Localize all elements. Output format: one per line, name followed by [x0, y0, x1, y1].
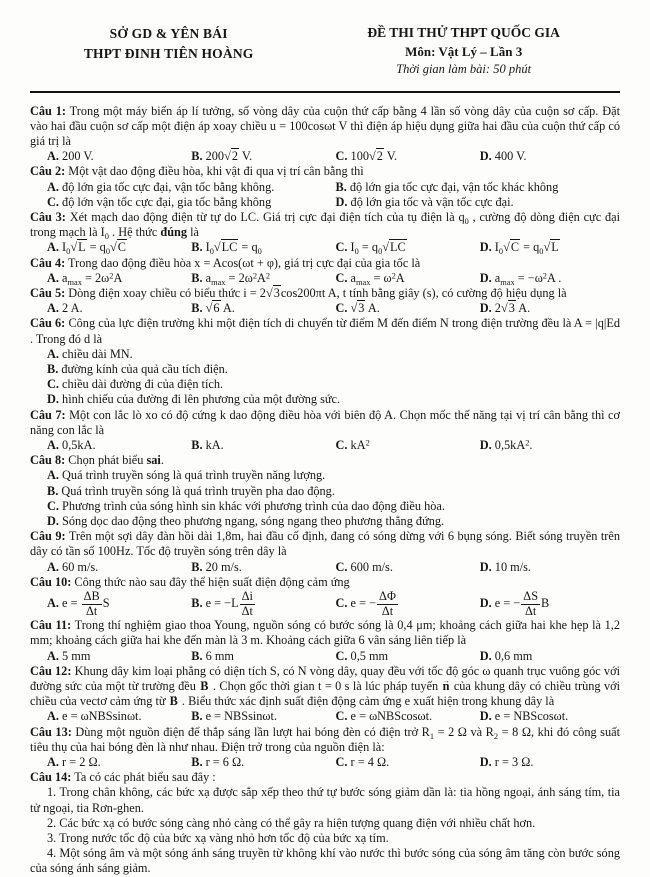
question-text: [30, 104, 620, 150]
question-text: [30, 286, 620, 301]
question-text: [30, 575, 620, 590]
answer-options: [30, 271, 620, 286]
statement: 2. Các bức xạ có bước sóng càng nhỏ càng có thể gây ra hiện tượng quang điện với nhiều chất hơn.: [47, 815, 536, 830]
answer-option: C. r = 4 Ω.: [335, 754, 390, 769]
question-body: Trên một sợi dây đàn hồi dài 1,8m, hai đầu cố định, đang có sóng dừng với 6 bụng sóng. Biết sóng truyền trên dây có tần số 100Hz. Tốc độ truyền sóng trên dây là: [30, 529, 621, 559]
question-text: [30, 664, 620, 710]
question-text: [30, 256, 620, 271]
question-body: Công của lực điện trường khi một điện tích di chuyển từ điểm M đến điểm N trong điện trường đều là A = |q|Ed . Trong đó d là: [30, 316, 621, 346]
answer-option: D. $I_0√C = q_0√L$: [479, 240, 559, 257]
question-block: [30, 210, 620, 256]
question-block: [30, 104, 620, 165]
question-body: Khung dây kim loại phẳng có diện tích S, có N vòng dây, quay đều với tốc độ góc ω quanh trục vuông góc với đường sức của một từ trường đều B → . Chọn gốc thời gian t = 0 s là lúc pháp tuyến n → của khung dây có chiều trùng với chiều của vectơ cảm ứng từ B → . Biểu thức xác định suất điện động cảm ứng e xuất hiện trong khung dây là: [30, 664, 620, 708]
answer-options: [30, 649, 620, 664]
answer-option: B. 20 m/s.: [191, 559, 242, 574]
question-text: [30, 618, 620, 648]
question-block: [30, 286, 620, 316]
answer-option: A. 5 mm: [47, 648, 91, 663]
question-block: [30, 453, 620, 529]
answer-option: B. $a_{max} = 2\omega^2A^2$: [191, 270, 271, 287]
answer-option: B. 6 mm: [191, 648, 234, 663]
question-text: [30, 529, 620, 559]
answer-options: [30, 755, 620, 770]
answer-option: C. 600 m/s.: [335, 559, 393, 574]
school-name: THPT ĐINH TIÊN HOÀNG: [83, 45, 254, 61]
question-body: Công thức nào sau đây thể hiện suất điện động cảm ứng: [74, 574, 350, 589]
answer-option: C. độ lớn vận tốc cực đại, gia tốc bằng không: [47, 194, 272, 209]
question-block: [30, 725, 620, 771]
answer-option: A. $I_0√L = q_0√C$: [47, 240, 126, 257]
answer-option: D. e = − $\frac{\Delta S}{\Delta t}$ B: [479, 589, 550, 618]
question-text: [30, 770, 620, 785]
answer-options: [30, 438, 620, 453]
question-body: Trong thí nghiệm giao thoa Young, nguồn sóng có bước sóng là 0,4 μm; khoảng cách giữa hai khe hẹp là 1,2 mm; khoảng cách giữa hai khe đến màn là 3 m. Khoảng cách giữa 6 vân sáng liên tiếp là: [30, 618, 621, 648]
question-text: [30, 453, 620, 468]
page-header: [30, 24, 620, 79]
question-block: [30, 408, 620, 454]
question-block: [30, 316, 620, 407]
question-number: Câu 14:: [30, 770, 72, 785]
answer-option: C. √3 A.: [335, 301, 380, 316]
answer-option: D. $0,5kA^2$.: [479, 438, 533, 453]
question-text: [30, 316, 620, 346]
answer-options: [30, 560, 620, 575]
questions: [30, 104, 620, 877]
question-number: Câu 6:: [30, 316, 66, 331]
question-text: [30, 408, 620, 438]
question-number: Câu 10:: [30, 574, 72, 589]
school-block: [30, 24, 307, 63]
exam-duration: Thời gian làm bài: 50 phút: [396, 62, 532, 77]
question-number: Câu 11:: [30, 618, 72, 633]
question-block: [30, 256, 620, 286]
question-body: Dòng điện xoay chiều có biểu thức i = 2√3cos200πt A, t tính bằng giây (s), có cường độ hiệu dụng là: [68, 286, 567, 301]
question-number: Câu 13:: [30, 724, 72, 739]
question-number: Câu 1:: [30, 103, 66, 118]
answer-options: [30, 590, 620, 618]
answer-option: A. 60 m/s.: [47, 559, 99, 574]
answer-option: A. độ lớn gia tốc cực đại, vận tốc bằng không.: [47, 179, 275, 194]
answer-option: C. 0,5 mm: [335, 648, 389, 663]
answer-option: B. Quá trình truyền sóng là quá trình truyền pha dao động.: [47, 483, 335, 498]
question-number: Câu 5:: [30, 286, 66, 301]
answer-option: D. 2√3 A.: [479, 301, 531, 316]
school-department: SỞ GD & YÊN BÁI: [109, 26, 228, 41]
answer-option: B. độ lớn gia tốc cực đại, vận tốc khác không: [335, 179, 559, 194]
question-body: Dùng một nguồn điện để thắp sáng lần lượt hai bóng đèn có điện trở $R_1 = 2$ Ω và $R_2 = 8$ Ω, khi đó công suất tiêu thụ của hai bóng đèn là như nhau. Điện trở trong của nguồn điện là:: [30, 724, 620, 754]
question-number: Câu 8:: [30, 453, 66, 468]
question-number: Câu 12:: [30, 663, 72, 678]
question-block: [30, 618, 620, 664]
answer-option: C. $a_{max} = \omega^2A$: [335, 270, 405, 287]
statement: 3. Trong nước tốc độ của bức xạ vàng nhỏ hơn tốc độ của bức xạ tím.: [47, 830, 389, 845]
answer-option: D. $a_{max} = -\omega^2A$ .: [479, 270, 562, 287]
answer-options: [30, 180, 620, 210]
question-text: [30, 164, 620, 179]
answer-option: C. $kA^2$: [335, 438, 370, 453]
question-body: Trong dao động điều hòa x = Acos(ωt + φ), giá trị cực đại của gia tốc là: [68, 255, 421, 270]
question-number: Câu 7:: [30, 407, 66, 422]
answer-option: C. chiều dài đường đi của điện tích.: [47, 377, 224, 392]
answer-option: B. r = 6 Ω.: [191, 754, 245, 769]
answer-option: D. hình chiếu của đường đi lên phương của một đường sức.: [47, 392, 341, 407]
answer-option: C. Phương trình của sóng hình sin khác với phương trình của dao động điều hòa.: [47, 498, 445, 513]
answer-option: B. e = −L $\frac{\Delta i}{\Delta t}$: [191, 589, 253, 618]
question-text: [30, 725, 620, 755]
answer-option: B. e = NBSsinωt.: [191, 709, 278, 724]
answer-option: A. 200 V.: [47, 149, 94, 164]
answer-option: A. 0,5kA.: [47, 438, 96, 453]
answer-option: B. $I_0√LC = q_0$: [191, 240, 262, 257]
question-text: [30, 210, 620, 240]
exam-subject: Môn: Vật Lý – Lần 3: [405, 43, 523, 59]
statement: 4. Một sóng âm và một sóng ánh sáng truyền từ không khí vào nước thì bước sóng của sóng âm tăng còn bước sóng của sóng ánh sáng giảm.: [30, 846, 620, 876]
answer-option: D. Sóng dọc dao động theo phương ngang, sóng ngang theo phương thẳng đứng.: [47, 514, 445, 529]
question-number: Câu 9:: [30, 529, 66, 544]
answer-option: D. e = NBScosωt.: [479, 709, 569, 724]
header-divider: [30, 91, 620, 93]
answer-options: [30, 240, 620, 255]
question-block: [30, 770, 620, 876]
exam-title: ĐỀ THI THỬ THPT QUỐC GIA: [367, 25, 560, 40]
question-block: [30, 664, 620, 725]
answer-option: A. $a_{max} = 2\omega^2A$: [47, 270, 123, 287]
question-body: Chọn phát biểu sai.: [68, 453, 164, 468]
question-block: [30, 575, 620, 618]
question-number: Câu 3:: [30, 210, 66, 224]
question-block: [30, 164, 620, 210]
answer-option: D. độ lớn gia tốc và vận tốc cực đại.: [335, 194, 514, 209]
question-block: [30, 529, 620, 575]
question-number: Câu 4:: [30, 255, 66, 270]
question-body: Trong một máy biến áp lí tưởng, số vòng dây của cuộn thứ cấp bằng 4 lần số vòng dây của cuộn sơ cấp. Đặt vào hai đầu cuộn sơ cấp một điện áp xoay chiều u = 100cosωt V thì điện áp hiệu dụng giữa hai đầu của cuộn thứ cấp có giá trị là: [30, 103, 620, 148]
answer-option: C. e = − $\frac{\Delta\Phi}{\Delta t}$: [335, 589, 396, 618]
answer-option: B. 200√2 V.: [191, 149, 253, 164]
answer-option: B. đường kính của quả cầu tích điện.: [47, 362, 228, 377]
answer-option: D. r = 3 Ω.: [479, 754, 534, 769]
question-body: Một vật dao động điều hòa, khi vật đi qua vị trí cân bằng thì: [68, 164, 364, 179]
answer-option: A. chiều dài MN.: [47, 346, 133, 361]
answer-option: A. Quá trình truyền sóng là quá trình truyền năng lượng.: [47, 468, 326, 483]
answer-options: [30, 347, 620, 408]
question-body: Xét mạch dao động điện từ tự do LC. Giá trị cực đại điện tích của tụ điện là $q_0$ , cường độ dòng điện cực đại trong mạch là $I_0$ . Hệ thức đúng là: [30, 210, 620, 242]
answer-option: A. e = ωNBSsinωt.: [47, 709, 142, 724]
question-number: Câu 2:: [30, 164, 66, 179]
answer-option: B. √6 A.: [191, 301, 235, 316]
answer-option: C. 100√2 V.: [335, 149, 398, 164]
answer-option: B. kA.: [191, 438, 224, 453]
exam-info-block: [307, 24, 620, 79]
question-body: Ta có các phát biểu sau đây :: [74, 770, 216, 785]
answer-option: D. 400 V.: [479, 149, 527, 164]
answer-option: C. $I_0 = q_0√LC$: [335, 240, 406, 257]
answer-option: A. e = $\frac{\Delta B}{\Delta t}$ S: [47, 589, 110, 618]
answer-options: [30, 709, 620, 724]
statement: 1. Trong chân không, các bức xạ được sắp xếp theo thứ tự bước sóng giảm dần là: tia hồng ngoại, ánh sáng tím, tia tử ngoại, tia Rơn-ghen.: [30, 785, 620, 815]
answer-options: [30, 149, 620, 164]
answer-options: [30, 301, 620, 316]
answer-option: C. e = ωNBScosωt.: [335, 709, 433, 724]
answer-options: [30, 468, 620, 529]
answer-option: D. 0,6 mm: [479, 648, 533, 663]
answer-option: D. 10 m/s.: [479, 559, 532, 574]
answer-option: A. r = 2 Ω.: [47, 754, 101, 769]
answer-option: A. 2 A.: [47, 301, 83, 316]
question-body: Một con lắc lò xo có độ cứng k dao động điều hòa với biên độ A. Chọn mốc thế năng tại vị trí cân bằng thì cơ năng con lắc là: [30, 407, 620, 437]
